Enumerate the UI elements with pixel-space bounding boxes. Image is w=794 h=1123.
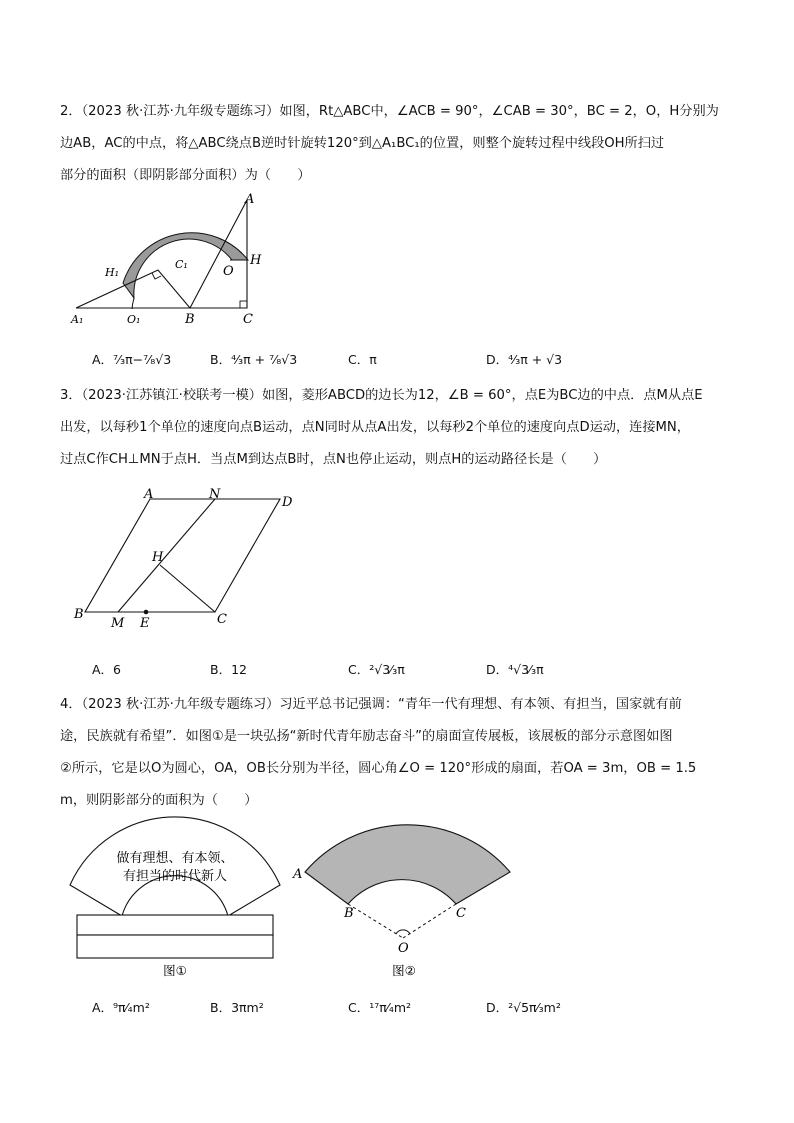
q2-label-o: O: [223, 264, 234, 279]
q3-segment-ch: [160, 565, 215, 612]
q2-text-line-1: 2．（2023 秋·江苏·九年级专题练习）如图，Rt△ABC中，∠ACB = 90°，∠CAB = 30°，BC = 2，O，H分别为: [60, 104, 719, 119]
q2-label-a1: A₁: [71, 313, 84, 326]
q3-option-d[interactable]: D．⁴√3⁄₃π: [486, 662, 544, 677]
q2-inner-arc: [132, 298, 134, 309]
q3-label-c: C: [217, 612, 227, 627]
q4-option-b[interactable]: B．3πm²: [210, 1000, 264, 1015]
q3-rhombus-abcd: [85, 499, 280, 612]
q3-text-line-2: 出发，以每秒1个单位的速度向点B运动，点N同时从点A出发，以每秒2个单位的速度向点D运动，连接MN，: [60, 420, 690, 435]
q2-label-c: C: [243, 312, 253, 327]
q4-label-c: C: [456, 906, 466, 921]
q3-label-b: B: [74, 607, 84, 622]
q3-figure: [70, 485, 300, 630]
q3-option-c[interactable]: C．²√3⁄₃π: [348, 662, 405, 677]
q4-text-line-2: 途，民族就有希望”．如图①是一块弘扬“新时代青年励志奋斗”的扇面宣传展板，该展板的部分示意图如图: [60, 729, 673, 744]
q3-point-e: [144, 610, 149, 615]
q4-base-bottom: [77, 935, 273, 958]
q3-option-b[interactable]: B．12: [210, 662, 247, 677]
q2-label-h: H: [250, 253, 262, 268]
q2-label-o1: O₁: [127, 313, 141, 326]
q2-option-b[interactable]: B．⁴⁄₃π + ⁷⁄₈√3: [210, 352, 298, 367]
q4-figure-1-caption: 图①: [163, 963, 187, 978]
q4-label-o: O: [398, 941, 409, 956]
q4-figure-2: [290, 828, 520, 980]
q4-text-line-3: ②所示，它是以O为圆心，OA，OB长分别为半径，圆心角∠O = 120°形成的扇面，若OA = 3m，OB = 1.5: [60, 761, 697, 776]
q2-label-c1: C₁: [175, 258, 188, 271]
q4-option-d[interactable]: D．²√5π⁄₃m²: [486, 1000, 561, 1015]
q2-text-line-2: 边AB，AC的中点，将△ABC绕点B逆时针旋转120°到△A₁BC₁的位置，则整个旋转过程中线段OH所扫过: [60, 136, 665, 151]
q4-option-a[interactable]: A．⁹π⁄₄m²: [92, 1000, 150, 1015]
q4-fan-board: [70, 817, 280, 916]
q3-segment-mn: [118, 499, 215, 612]
q2-figure: [60, 190, 280, 330]
q2-triangle-abc: [76, 200, 247, 308]
q3-label-e: E: [140, 616, 150, 631]
q4-base-top: [77, 915, 273, 935]
q4-fan-slogan-2: 有担当的时代新人: [122, 869, 228, 884]
q4-text-line-1: 4．（2023 秋·江苏·九年级专题练习）习近平总书记强调：“青年一代有理想、有本领、有担当，国家就有前: [60, 697, 682, 712]
q4-label-a: A: [293, 867, 303, 882]
q2-label-h1: H₁: [105, 266, 120, 279]
q2-option-d[interactable]: D．⁴⁄₃π + √3: [486, 352, 563, 367]
q3-label-n: N: [209, 487, 221, 502]
q3-text-line-1: 3．（2023·江苏镇江·校联考一模）如图，菱形ABCD的边长为12，∠B = 60°，点E为BC边的中点．点M从点E: [60, 388, 703, 403]
q4-text-line-4: m，则阴影部分的面积为（ ）: [60, 793, 258, 808]
q4-fan-slogan-1: 做有理想、有本领、: [116, 851, 234, 866]
q3-option-a[interactable]: A．6: [92, 662, 122, 677]
q2-label-a: A: [245, 192, 255, 207]
q2-option-a[interactable]: A．⁷⁄₃π−⁷⁄₈√3: [92, 352, 172, 367]
q2-option-c[interactable]: C．π: [348, 352, 377, 367]
q3-label-m: M: [111, 616, 125, 631]
q2-label-b: B: [185, 312, 195, 327]
q4-figure-2-caption: 图②: [392, 963, 416, 978]
q3-label-d: D: [282, 495, 293, 510]
q3-text-line-3: 过点C作CH⊥MN于点H．当点M到达点B时，点N也停止运动，则点H的运动路径长是（ ）: [60, 452, 607, 467]
q4-figure-1: [70, 830, 280, 980]
q4-option-c[interactable]: C．¹⁷π⁄₄m²: [348, 1000, 412, 1015]
q4-shaded-annulus: [305, 825, 510, 904]
q4-label-b: B: [344, 906, 354, 921]
q3-label-h: H: [152, 550, 164, 565]
q2-text-line-3: 部分的面积（即阴影部分面积）为（ ）: [60, 168, 311, 183]
q3-label-a: A: [144, 487, 154, 502]
